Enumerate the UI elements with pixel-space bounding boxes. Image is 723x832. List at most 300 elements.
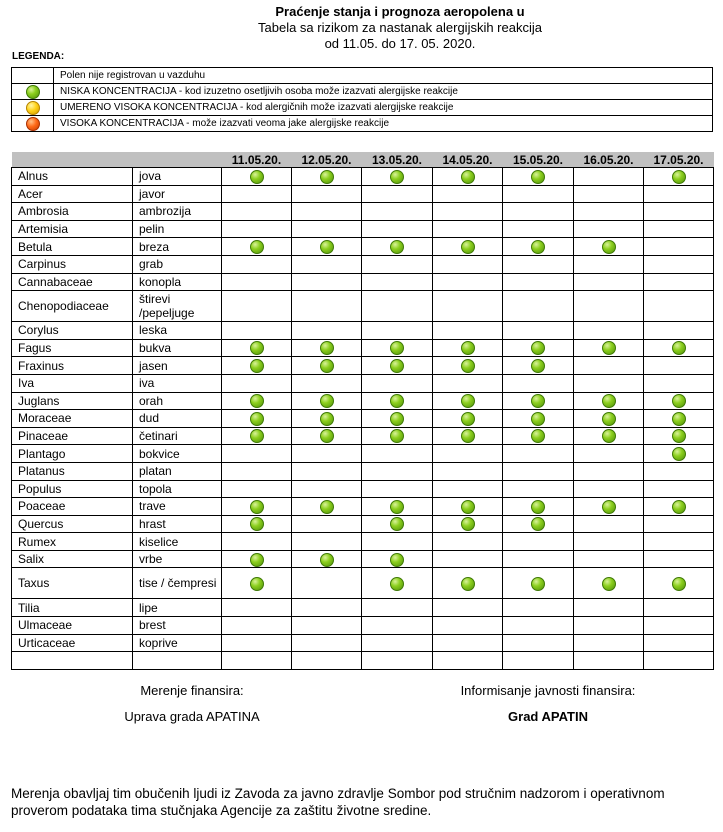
level-cell: [222, 220, 292, 238]
level-cell: [362, 392, 433, 410]
level-cell: [292, 445, 362, 463]
level-cell: [503, 291, 574, 322]
green-dot-icon: [390, 240, 404, 254]
level-cell: [574, 568, 644, 599]
green-dot-icon: [461, 500, 475, 514]
level-cell: [292, 357, 362, 375]
level-cell: [433, 374, 503, 392]
table-row: [12, 291, 714, 322]
date-header: 12.05.20.: [292, 152, 362, 168]
table-row: [12, 255, 714, 273]
level-cell: [503, 410, 574, 428]
level-cell: [292, 339, 362, 357]
green-dot-icon: [531, 341, 545, 355]
green-dot-icon: [672, 447, 686, 461]
level-cell: [433, 462, 503, 480]
level-cell: [292, 392, 362, 410]
green-dot-icon: [531, 500, 545, 514]
level-cell: [362, 568, 433, 599]
green-dot-icon: [461, 341, 475, 355]
green-dot-icon: [390, 412, 404, 426]
header-blank: [133, 152, 222, 168]
date-header: 14.05.20.: [433, 152, 503, 168]
level-cell: [292, 238, 362, 256]
green-dot-icon: [672, 429, 686, 443]
level-cell: [292, 533, 362, 551]
green-dot-icon: [531, 429, 545, 443]
green-dot-icon: [672, 170, 686, 184]
local-name: topola: [133, 480, 222, 498]
green-dot-icon: [320, 341, 334, 355]
table-row: [12, 238, 714, 256]
level-cell: [574, 515, 644, 533]
green-dot-icon: [531, 517, 545, 531]
level-cell: [292, 374, 362, 392]
footer-note: Merenja obavljaj tim obučenih ljudi iz Zavoda za javno zdravlje Sombor pod stručnim nadzorom i operativnom proverom podataka tima stučnjaka Agencije za zaštitu životne sredine.: [11, 786, 665, 818]
latin-name: Betula: [12, 238, 133, 256]
level-cell: [503, 220, 574, 238]
level-cell: [222, 599, 292, 617]
level-cell: [433, 392, 503, 410]
red-dot-icon: [26, 117, 40, 131]
table-row: [12, 203, 714, 221]
table-row: [12, 498, 714, 516]
measurement-financing-org: Uprava grada APATINA: [124, 709, 260, 724]
table-row: [12, 550, 714, 568]
level-cell: [574, 410, 644, 428]
level-cell: [433, 533, 503, 551]
green-dot-icon: [320, 429, 334, 443]
level-cell: [362, 185, 433, 203]
level-cell: [292, 634, 362, 652]
table-row: [12, 568, 714, 599]
level-cell: [222, 339, 292, 357]
level-cell: [644, 238, 714, 256]
green-dot-icon: [602, 240, 616, 254]
level-cell: [222, 533, 292, 551]
green-dot-icon: [531, 170, 545, 184]
level-cell: [222, 168, 292, 186]
level-cell: [644, 203, 714, 221]
local-name: orah: [133, 392, 222, 410]
level-cell: [362, 445, 433, 463]
level-cell: [644, 392, 714, 410]
level-cell: [222, 568, 292, 599]
level-cell: [644, 480, 714, 498]
legend-symbol: [12, 116, 54, 132]
latin-name: Juglans: [12, 392, 133, 410]
level-cell: [292, 617, 362, 635]
green-dot-icon: [320, 394, 334, 408]
legend-table: [11, 67, 713, 132]
level-cell: [222, 357, 292, 375]
table-row: [12, 339, 714, 357]
latin-name: Fraxinus: [12, 357, 133, 375]
level-cell: [503, 427, 574, 445]
table-row: [12, 220, 714, 238]
level-cell: [644, 273, 714, 291]
level-cell: [362, 339, 433, 357]
level-cell: [574, 273, 644, 291]
latin-name: Salix: [12, 550, 133, 568]
level-cell: [433, 185, 503, 203]
legend-symbol: [12, 68, 54, 84]
level-cell: [503, 339, 574, 357]
level-cell: [292, 652, 362, 670]
level-cell: [503, 238, 574, 256]
level-cell: [644, 291, 714, 322]
level-cell: [362, 515, 433, 533]
latin-name: Moraceae: [12, 410, 133, 428]
legend-text: VISOKA KONCENTRACIJA - može izazvati veoma jake alergijske reakcije: [54, 116, 713, 132]
level-cell: [362, 427, 433, 445]
legend-symbol: [12, 100, 54, 116]
level-cell: [362, 652, 433, 670]
level-cell: [362, 357, 433, 375]
level-cell: [362, 273, 433, 291]
green-dot-icon: [461, 412, 475, 426]
green-dot-icon: [672, 394, 686, 408]
green-dot-icon: [531, 412, 545, 426]
level-cell: [222, 392, 292, 410]
level-cell: [644, 515, 714, 533]
level-cell: [222, 515, 292, 533]
level-cell: [292, 427, 362, 445]
legend-title: LEGENDA:: [12, 51, 65, 62]
table-row: [12, 322, 714, 340]
local-name: platan: [133, 462, 222, 480]
table-row: [12, 652, 714, 670]
level-cell: [503, 322, 574, 340]
local-name: leska: [133, 322, 222, 340]
level-cell: [433, 599, 503, 617]
latin-name: Ulmaceae: [12, 617, 133, 635]
green-dot-icon: [250, 517, 264, 531]
level-cell: [644, 427, 714, 445]
level-cell: [222, 255, 292, 273]
level-cell: [222, 462, 292, 480]
level-cell: [644, 617, 714, 635]
level-cell: [644, 498, 714, 516]
level-cell: [292, 480, 362, 498]
latin-name: Cannabaceae: [12, 273, 133, 291]
level-cell: [433, 480, 503, 498]
level-cell: [574, 498, 644, 516]
level-cell: [644, 322, 714, 340]
level-cell: [292, 291, 362, 322]
level-cell: [362, 168, 433, 186]
local-name: vrbe: [133, 550, 222, 568]
green-dot-icon: [602, 341, 616, 355]
level-cell: [503, 445, 574, 463]
table-row: [12, 273, 714, 291]
green-dot-icon: [250, 577, 264, 591]
level-cell: [503, 462, 574, 480]
level-cell: [433, 445, 503, 463]
green-dot-icon: [461, 394, 475, 408]
level-cell: [433, 273, 503, 291]
level-cell: [644, 462, 714, 480]
level-cell: [222, 203, 292, 221]
level-cell: [644, 255, 714, 273]
information-financing: [428, 683, 668, 724]
table-row: [12, 617, 714, 635]
green-dot-icon: [320, 170, 334, 184]
green-dot-icon: [250, 394, 264, 408]
green-dot-icon: [390, 553, 404, 567]
green-dot-icon: [531, 240, 545, 254]
level-cell: [362, 255, 433, 273]
level-cell: [644, 568, 714, 599]
latin-name: Populus: [12, 480, 133, 498]
legend-row: [12, 100, 713, 116]
legend-symbol: [12, 84, 54, 100]
pollen-table: [11, 152, 714, 670]
level-cell: [292, 322, 362, 340]
latin-name: Alnus: [12, 168, 133, 186]
level-cell: [574, 617, 644, 635]
legend-text: Polen nije registrovan u vazduhu: [54, 68, 713, 84]
level-cell: [503, 533, 574, 551]
level-cell: [362, 374, 433, 392]
level-cell: [644, 374, 714, 392]
level-cell: [433, 498, 503, 516]
level-cell: [503, 168, 574, 186]
report-subtitle: Tabela sa rizikom za nastanak alergijskih reakcija: [258, 20, 542, 35]
level-cell: [433, 255, 503, 273]
green-dot-icon: [390, 577, 404, 591]
green-dot-icon: [672, 412, 686, 426]
latin-name: Poaceae: [12, 498, 133, 516]
local-name: tise / čempresi: [133, 568, 222, 599]
level-cell: [292, 462, 362, 480]
level-cell: [292, 410, 362, 428]
level-cell: [503, 617, 574, 635]
level-cell: [574, 480, 644, 498]
level-cell: [362, 480, 433, 498]
green-dot-icon: [390, 359, 404, 373]
table-row: [12, 515, 714, 533]
report-period: od 11.05. do 17. 05. 2020.: [324, 36, 476, 51]
green-dot-icon: [250, 412, 264, 426]
level-cell: [574, 185, 644, 203]
level-cell: [433, 220, 503, 238]
level-cell: [503, 185, 574, 203]
level-cell: [644, 445, 714, 463]
green-dot-icon: [26, 85, 40, 99]
level-cell: [222, 374, 292, 392]
level-cell: [503, 203, 574, 221]
table-row: [12, 533, 714, 551]
local-name: koprive: [133, 634, 222, 652]
level-cell: [433, 652, 503, 670]
level-cell: [644, 599, 714, 617]
level-cell: [433, 515, 503, 533]
latin-name: Ambrosia: [12, 203, 133, 221]
latin-name: Rumex: [12, 533, 133, 551]
level-cell: [362, 220, 433, 238]
level-cell: [644, 550, 714, 568]
level-cell: [362, 203, 433, 221]
latin-name: Urticaceae: [12, 634, 133, 652]
local-name: jasen: [133, 357, 222, 375]
level-cell: [362, 498, 433, 516]
level-cell: [574, 392, 644, 410]
local-name: [133, 652, 222, 670]
level-cell: [362, 322, 433, 340]
green-dot-icon: [602, 577, 616, 591]
local-name: trave: [133, 498, 222, 516]
level-cell: [433, 357, 503, 375]
table-row: [12, 427, 714, 445]
level-cell: [222, 427, 292, 445]
level-cell: [574, 462, 644, 480]
local-name: hrast: [133, 515, 222, 533]
level-cell: [362, 238, 433, 256]
level-cell: [503, 392, 574, 410]
green-dot-icon: [602, 394, 616, 408]
level-cell: [362, 634, 433, 652]
green-dot-icon: [390, 429, 404, 443]
green-dot-icon: [461, 170, 475, 184]
green-dot-icon: [461, 517, 475, 531]
table-row: [12, 445, 714, 463]
header-blank: [12, 152, 133, 168]
measurement-financing-label: Merenje finansira:: [140, 683, 244, 698]
date-header: 15.05.20.: [503, 152, 574, 168]
latin-name: Quercus: [12, 515, 133, 533]
level-cell: [433, 339, 503, 357]
level-cell: [222, 634, 292, 652]
green-dot-icon: [602, 500, 616, 514]
local-name: brest: [133, 617, 222, 635]
green-dot-icon: [250, 341, 264, 355]
level-cell: [292, 599, 362, 617]
legend-row: [12, 68, 713, 84]
level-cell: [362, 617, 433, 635]
level-cell: [222, 185, 292, 203]
green-dot-icon: [390, 394, 404, 408]
report-title: Praćenje stanja i prognoza aeropolena u: [275, 4, 525, 19]
local-name: štirevi /pepeljuge: [133, 291, 222, 322]
level-cell: [574, 374, 644, 392]
local-name: javor: [133, 185, 222, 203]
level-cell: [222, 322, 292, 340]
level-cell: [433, 568, 503, 599]
level-cell: [644, 220, 714, 238]
table-row: [12, 462, 714, 480]
green-dot-icon: [531, 577, 545, 591]
level-cell: [292, 168, 362, 186]
green-dot-icon: [461, 240, 475, 254]
table-row: [12, 634, 714, 652]
level-cell: [644, 339, 714, 357]
legend-row: [12, 116, 713, 132]
local-name: konopla: [133, 273, 222, 291]
level-cell: [292, 203, 362, 221]
latin-name: Platanus: [12, 462, 133, 480]
level-cell: [362, 599, 433, 617]
level-cell: [644, 168, 714, 186]
local-name: kiselice: [133, 533, 222, 551]
level-cell: [222, 550, 292, 568]
level-cell: [574, 652, 644, 670]
level-cell: [644, 357, 714, 375]
level-cell: [292, 185, 362, 203]
level-cell: [574, 339, 644, 357]
local-name: grab: [133, 255, 222, 273]
level-cell: [222, 498, 292, 516]
green-dot-icon: [250, 429, 264, 443]
table-row: [12, 357, 714, 375]
level-cell: [644, 533, 714, 551]
date-header: 16.05.20.: [574, 152, 644, 168]
level-cell: [433, 634, 503, 652]
level-cell: [503, 515, 574, 533]
level-cell: [433, 550, 503, 568]
green-dot-icon: [461, 577, 475, 591]
legend-text: UMERENO VISOKA KONCENTRACIJA - kod alergičnih može izazvati alergijske reakcije: [54, 100, 713, 116]
level-cell: [574, 238, 644, 256]
level-cell: [574, 427, 644, 445]
level-cell: [292, 273, 362, 291]
level-cell: [433, 203, 503, 221]
level-cell: [503, 273, 574, 291]
level-cell: [292, 550, 362, 568]
green-dot-icon: [320, 359, 334, 373]
level-cell: [503, 652, 574, 670]
latin-name: Fagus: [12, 339, 133, 357]
latin-name: Corylus: [12, 322, 133, 340]
information-financing-org: Grad APATIN: [508, 709, 588, 724]
level-cell: [574, 220, 644, 238]
level-cell: [222, 410, 292, 428]
table-row: [12, 599, 714, 617]
level-cell: [503, 480, 574, 498]
latin-name: Chenopodiaceae: [12, 291, 133, 322]
green-dot-icon: [672, 500, 686, 514]
level-cell: [433, 168, 503, 186]
date-header-row: [12, 152, 714, 168]
green-dot-icon: [672, 341, 686, 355]
level-cell: [574, 550, 644, 568]
level-cell: [222, 617, 292, 635]
level-cell: [574, 168, 644, 186]
level-cell: [362, 462, 433, 480]
level-cell: [574, 599, 644, 617]
level-cell: [503, 357, 574, 375]
table-row: [12, 410, 714, 428]
latin-name: Tilia: [12, 599, 133, 617]
level-cell: [362, 533, 433, 551]
level-cell: [574, 291, 644, 322]
level-cell: [292, 220, 362, 238]
level-cell: [292, 255, 362, 273]
green-dot-icon: [390, 517, 404, 531]
level-cell: [644, 634, 714, 652]
level-cell: [292, 568, 362, 599]
level-cell: [644, 652, 714, 670]
green-dot-icon: [390, 500, 404, 514]
level-cell: [222, 238, 292, 256]
green-dot-icon: [320, 240, 334, 254]
level-cell: [433, 617, 503, 635]
level-cell: [574, 203, 644, 221]
level-cell: [503, 498, 574, 516]
latin-name: Artemisia: [12, 220, 133, 238]
green-dot-icon: [531, 359, 545, 373]
level-cell: [292, 498, 362, 516]
